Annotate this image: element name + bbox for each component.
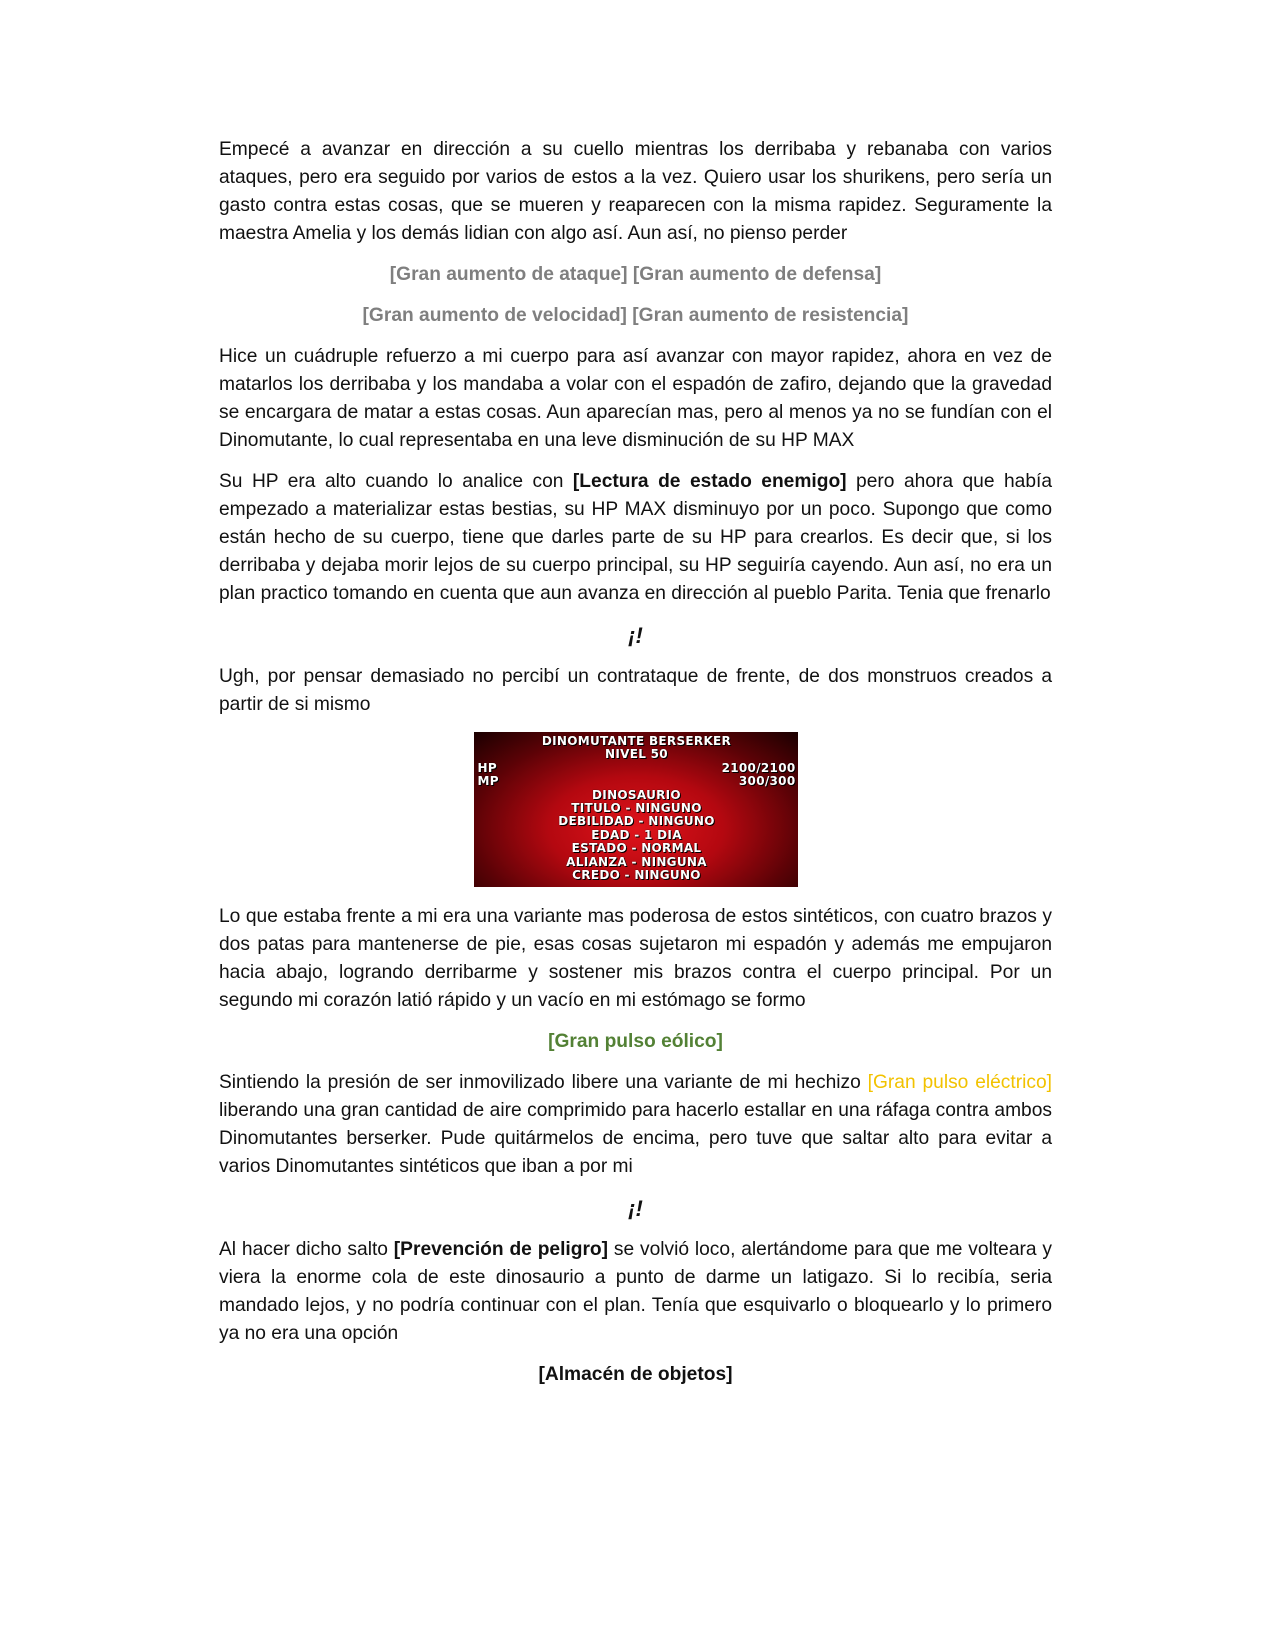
skill-enemy-status-read: [Lectura de estado enemigo] [572, 471, 847, 492]
status-hp-value: 2100/2100 [721, 760, 796, 775]
skill-item-storage: [Almacén de objetos] [538, 1364, 733, 1385]
status-title: TITULO - NINGUNO [571, 801, 702, 816]
status-alliance: ALIANZA - NINGUNA [566, 854, 707, 869]
skill-danger-prevention: [Prevención de peligro] [393, 1239, 609, 1260]
status-mp-label: MP [477, 774, 499, 789]
status-age: EDAD - 1 DIA [591, 827, 682, 842]
paragraph-5: Lo que estaba frente a mi era una variante mas poderosa de estos sintéticos, con cuatro brazos y dos patas para mantenerse de pie, esas cosas sujetaron mi espadón y además me empujaron hacia abajo, logrando derribarme y sostener mis brazos contra el cuerpo principal. Por un segundo mi corazón latió rápido y un vacío en mi estómago se formo [219, 906, 1052, 1011]
status-level: NIVEL 50 [605, 747, 668, 762]
skill-wind-pulse: [Gran pulso eólico] [548, 1031, 723, 1052]
skills-line-1: [Gran aumento de ataque] [Gran aumento de defensa] [389, 264, 882, 285]
sound-effect-1: ¡! [628, 623, 643, 648]
status-weakness: DEBILIDAD - NINGUNO [558, 814, 715, 829]
skill-electric-pulse: [Gran pulso eléctrico] [867, 1072, 1052, 1093]
status-creed: CREDO - NINGUNO [572, 868, 701, 883]
paragraph-6-text-a: Sintiendo la presión de ser inmovilizado libere una variante de mi hechizo [219, 1072, 868, 1093]
paragraph-6-text-b: liberando una gran cantidad de aire comprimido para hacerlo estallar en una ráfaga contra ambos Dinomutantes berserker. Pude quitármelos de encima, pero tuve que saltar alto para evitar a varios Dinomutantes sintéticos que iban a por mi [219, 1100, 1052, 1177]
paragraph-4: Ugh, por pensar demasiado no percibí un contrataque de frente, de dos monstruos creados a partir de si mismo [219, 666, 1052, 715]
status-state: ESTADO - NORMAL [571, 841, 702, 856]
status-hp-label: HP [477, 760, 497, 775]
skills-line-2: [Gran aumento de velocidad] [Gran aumento de resistencia] [362, 305, 909, 326]
paragraph-2: Hice un cuádruple refuerzo a mi cuerpo para así avanzar con mayor rapidez, ahora en vez de matarlos los derribaba y los mandaba a volar con el espadón de zafiro, dejando que la gravedad se encargara de matar a estas cosas. Aun aparecían mas, pero al menos ya no se fundían con el Dinomutante, lo cual representaba en una leve disminución de su HP MAX [219, 346, 1052, 451]
paragraph-7 [219, 1236, 1052, 1348]
status-hp-row [478, 762, 796, 775]
paragraph-7-text-a: Al hacer dicho salto [219, 1239, 394, 1260]
paragraph-3-text-a: Su HP era alto cuando lo analice con [219, 471, 573, 492]
paragraph-6 [219, 1069, 1052, 1181]
status-race: DINOSAURIO [592, 787, 681, 802]
enemy-status-card [474, 732, 798, 887]
status-name: DINOMUTANTE BERSERKER [541, 734, 732, 748]
status-mp-row [478, 775, 796, 788]
paragraph-1: Empecé a avanzar en dirección a su cuello mientras los derribaba y rebanaba con varios ataques, pero era seguido por varios de estos a la vez. Quiero usar los shurikens, pero sería un gasto contra estas cosas, que se mueren y reaparecen con la misma rapidez. Seguramente la maestra Amelia y los demás lidian con algo así. Aun así, no pienso perder [219, 139, 1052, 244]
sound-effect-2: ¡! [628, 1196, 643, 1221]
paragraph-3-text-b: pero ahora que había empezado a materializar estas bestias, su HP MAX disminuyo por un poco. Supongo que como están hecho de su cuerpo, tiene que darles parte de su HP para crearlos. Es decir que, si los derribaba y dejaba morir lejos de su cuerpo principal, su HP seguiría cayendo. Aun así, no era un plan practico tomando en cuenta que aun avanza en dirección al pueblo Parita. Tenia que frenarlo [219, 471, 1053, 604]
paragraph-3 [219, 468, 1052, 608]
status-mp-value: 300/300 [738, 774, 796, 789]
paragraph-7-text-b: se volvió loco, alertándome para que me volteara y viera la enorme cola de este dinosaurio a punto de darme un latigazo. Si lo recibía, seria mandado lejos, y no podría continuar con el plan. Tenía que esquivarlo o bloquearlo y lo primero ya no era una opción [219, 1239, 1052, 1344]
status-card-wrapper [219, 732, 1052, 887]
